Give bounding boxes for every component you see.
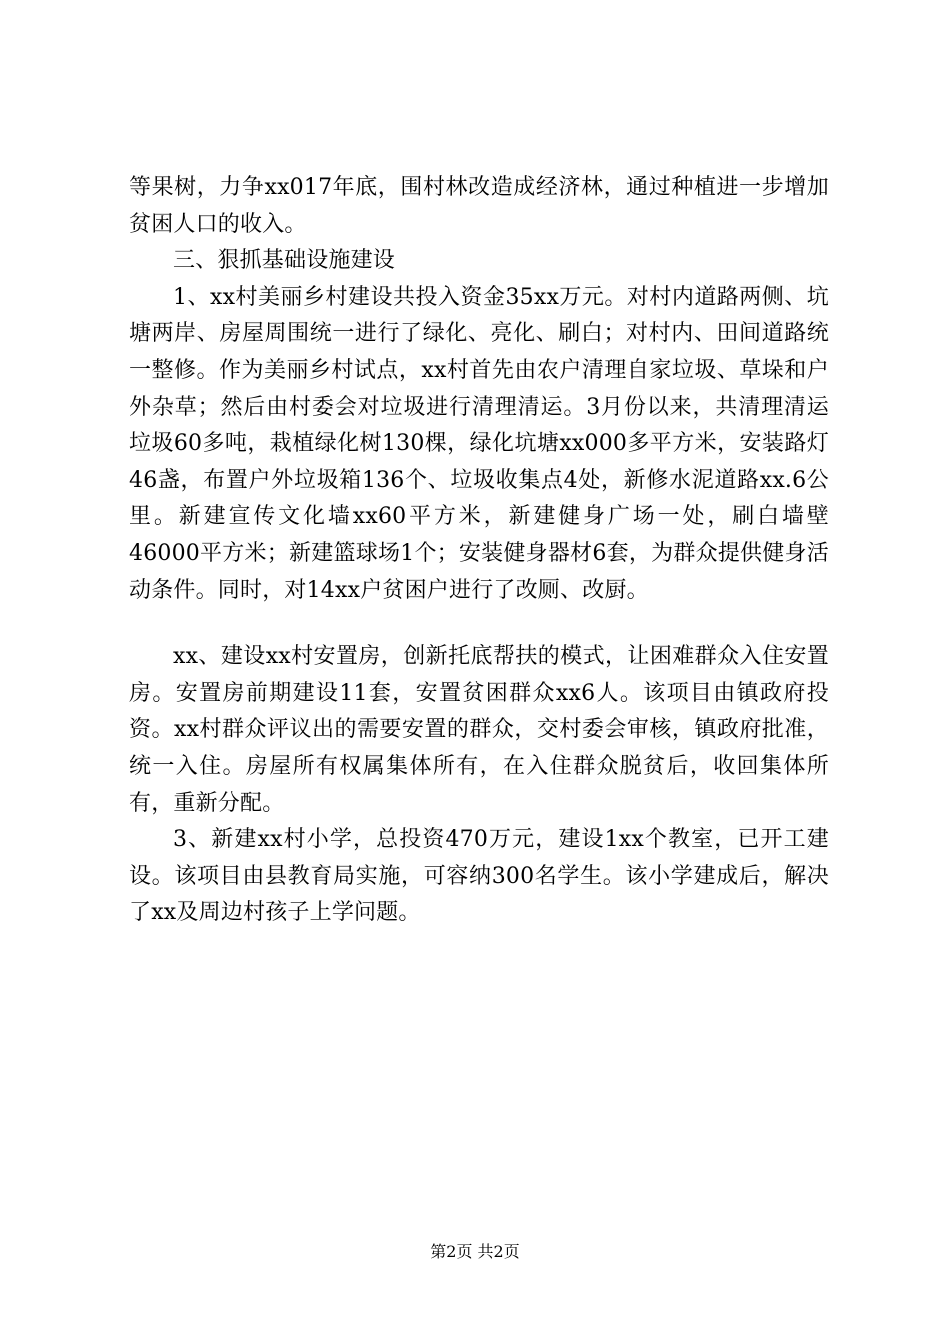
paragraph-village-school: 3、新建xx村小学，总投资470万元，建设1xx个教室，已开工建设。该项目由县教育局实施，可容纳300名学生。该小学建成后，解决了xx及周边村孩子上学问题。 — [129, 827, 829, 926]
paragraph-resettlement-housing: xx、建设xx村安置房，创新托底帮扶的模式，让困难群众入住安置房。安置房前期建设11套，安置贫困群众xx6人。该项目由镇政府投资。xx村群众评议出的需要安置的群众，交村委会审核，镇政府批准，统一入住。房屋所有权属集体所有，在入住群众脱贫后，收回集体所有，重新分配。 — [129, 644, 829, 816]
section-heading: 三、狠抓基础设施建设 — [173, 248, 396, 274]
paragraph-beautiful-village: 1、xx村美丽乡村建设共投入资金35xx万元。对村内道路两侧、坑塘两岸、房屋周围统一进行了绿化、亮化、刷白；对村内、田间道路统一整修。作为美丽乡村试点，xx村首先由农户清理自家垃圾、草垛和户外杂草；然后由村委会对垃圾进行清理清运。3月份以来，共清理清运垃圾60多吨，栽植绿化树130棵，绿化坑塘xx000多平方米，安装路灯46盏，布置户外垃圾箱136个、垃圾收集点4处，新修水泥道路xx.6公里。新建宣传文化墙xx60平方米，新建健身广场一处，刷白墙壁46000平方米；新建篮球场1个；安装健身器材6套，为群众提供健身活动条件。同时，对14xx户贫困户进行了改厕、改厨。 — [129, 284, 829, 603]
paragraph-continuation: 等果树，力争xx017年底，围村林改造成经济林，通过种植进一步增加贫困人口的收入。 — [129, 175, 829, 237]
page-number-footer: 第2页 共2页 — [430, 1242, 520, 1261]
document-body — [129, 170, 829, 932]
paragraph-gap — [129, 609, 829, 639]
